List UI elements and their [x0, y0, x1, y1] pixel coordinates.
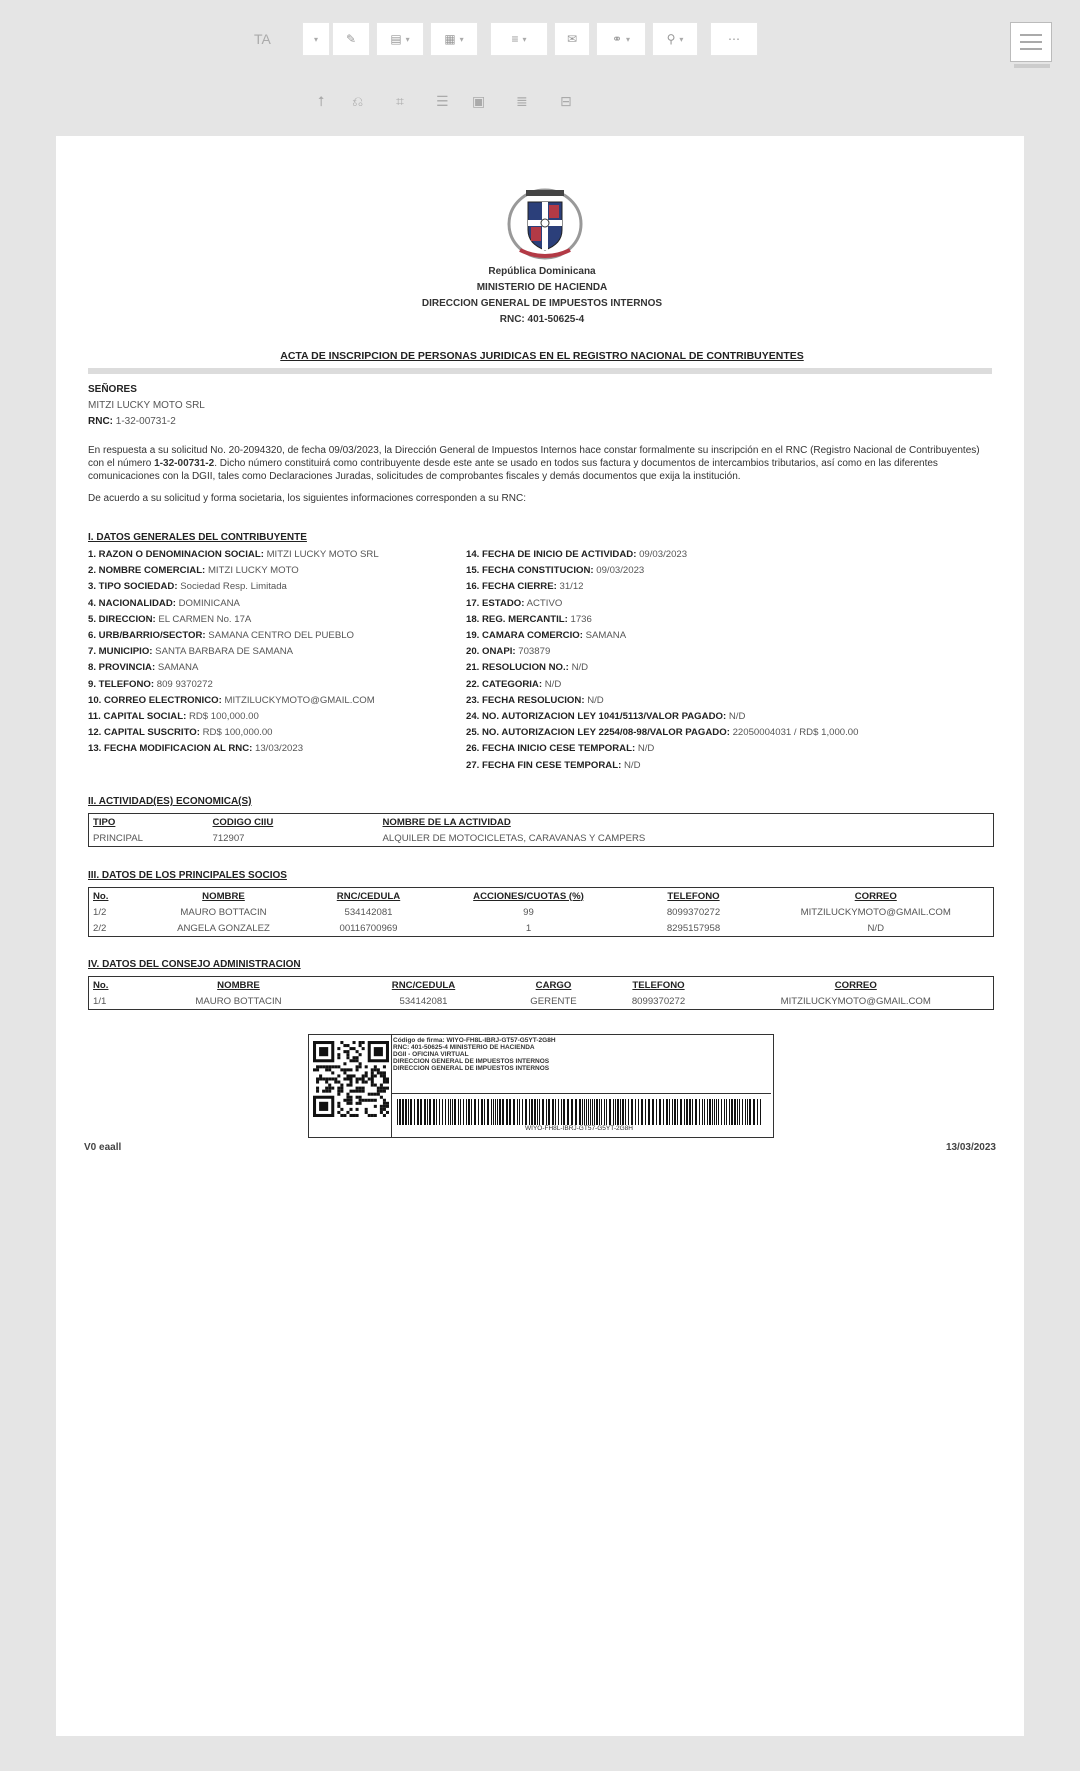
field-value: 809 9370272	[156, 678, 213, 690]
intro-rnc: 1-32-00731-2	[154, 458, 215, 469]
table-cell: 1	[525, 922, 532, 934]
table-cell: 712907	[212, 832, 245, 844]
table-cell: 8295157958	[666, 922, 721, 934]
field-label: 18. REG. MERCANTIL:	[466, 613, 568, 625]
field-row	[88, 596, 468, 612]
table-cell: MAURO BOTTACIN	[180, 906, 267, 918]
field-value: SAMANA	[157, 662, 199, 674]
edit-toolbar	[0, 84, 1080, 118]
agency-name: DIRECCION GENERAL DE IMPUESTOS INTERNOS	[421, 298, 663, 309]
field-row	[466, 758, 1006, 774]
country-name: República Dominicana	[488, 266, 596, 277]
list-button[interactable]	[436, 88, 449, 114]
table-cell: 1/1	[93, 995, 107, 1007]
field-label: 2. NOMBRE COMERCIAL:	[88, 565, 206, 577]
field-row	[466, 596, 1006, 612]
column-header: NOMBRE DE LA ACTIVIDAD	[382, 816, 511, 828]
table-header-row	[89, 977, 994, 994]
field-value: MITZILUCKYMOTO@GMAIL.COM	[224, 694, 375, 706]
menu-indicator	[1014, 64, 1050, 68]
field-row	[88, 693, 468, 709]
field-label: 27. FECHA FIN CESE TEMPORAL:	[466, 759, 622, 771]
rnc-label: RNC:	[88, 416, 113, 427]
field-label: 14. FECHA DE INICIO DE ACTIVIDAD:	[466, 549, 637, 560]
document-page	[56, 136, 1024, 1736]
field-label: 5. DIRECCION:	[88, 613, 156, 625]
field-value: N/D	[623, 759, 641, 771]
info-paragraph: De acuerdo a su solicitud y forma societaria, los siguientes informaciones corresponden a su RNC:	[88, 493, 526, 504]
field-row	[88, 628, 468, 644]
field-row	[88, 547, 468, 563]
signer-office: DGII - OFICINA VIRTUAL	[393, 1051, 469, 1058]
field-value: DOMINICANA	[178, 597, 240, 609]
frame-button[interactable]	[472, 88, 485, 114]
addressee-label: SEÑORES	[88, 384, 137, 395]
column-header: TELEFONO	[632, 979, 685, 991]
field-row	[88, 612, 468, 628]
crop-icon: ⌗	[396, 92, 404, 109]
column-header: TELEFONO	[667, 890, 720, 902]
field-row	[466, 709, 1006, 725]
field-value: RD$ 100,000.00	[202, 727, 273, 739]
table-cell: N/D	[867, 922, 885, 934]
sign-icon: ≣	[516, 92, 528, 109]
field-value: 1736	[570, 613, 592, 625]
field-row	[466, 563, 1006, 579]
field-value: N/D	[587, 694, 604, 706]
barcode-id: WIYO-FH8L-IBRJ-GT57-G5YT-2G8H	[525, 1125, 633, 1132]
field-label: 11. CAPITAL SOCIAL:	[88, 711, 187, 723]
field-row	[88, 579, 468, 595]
table-cell: 1/2	[93, 906, 107, 918]
verification-text	[393, 1037, 769, 1072]
verification-divider	[391, 1035, 392, 1137]
column-header: NOMBRE	[202, 890, 245, 902]
qr-code-icon	[313, 1041, 389, 1117]
hamburger-menu-button[interactable]	[1010, 22, 1052, 62]
chevron-down-icon: ▾	[313, 34, 318, 44]
table-cell: 99	[523, 906, 534, 918]
field-label: 16. FECHA CIERRE:	[466, 581, 557, 593]
chevron-down-icon: ▾	[522, 34, 527, 44]
verification-box	[308, 1034, 774, 1138]
field-value: RD$ 100,000.00	[188, 711, 259, 723]
field-row	[466, 677, 1006, 693]
field-row	[88, 660, 468, 676]
field-row	[466, 741, 1006, 757]
column-header: CORREO	[854, 890, 897, 902]
field-label: 10. CORREO ELECTRONICO:	[88, 694, 222, 706]
insert-text-button[interactable]	[318, 88, 325, 114]
stamp-icon: ⚲	[666, 32, 676, 46]
intro-text-b: . Dicho número constituirá como contribuyente desde este ante se usado en todos sus factura y documentos de intercambios tributarios, así como en las diferentes comunicaciones con la DGII, tales como Declaraciones Juradas, solicitudes de comprobantes fiscales y demás documentos que exija la institución.	[88, 458, 938, 482]
column-header: RNC/CEDULA	[336, 890, 401, 902]
coat-of-arms-icon	[506, 180, 584, 262]
cursor-icon: ⭡	[318, 92, 325, 109]
table-cell: 534142081	[399, 995, 448, 1007]
table-cell: 00116700969	[339, 922, 398, 934]
field-value: SANTA BARBARA DE SAMANA	[155, 646, 294, 658]
table-cell: 8099370272	[666, 906, 721, 918]
field-value: 703879	[518, 646, 551, 658]
field-value: 13/03/2023	[255, 743, 304, 755]
footer-date: 13/03/2023	[945, 1142, 996, 1153]
field-value: Sociedad Resp. Limitada	[180, 581, 287, 593]
field-row	[88, 677, 468, 693]
field-label: 13. FECHA MODIFICACION AL RNC:	[88, 743, 253, 755]
column-header: ACCIONES/CUOTAS (%)	[473, 890, 584, 902]
field-value: 09/03/2023	[596, 565, 645, 577]
intro-paragraph	[88, 444, 994, 483]
field-value: N/D	[544, 678, 562, 690]
board-table	[88, 976, 994, 1010]
field-label: 12. CAPITAL SUSCRITO:	[88, 727, 200, 739]
field-row	[88, 725, 468, 741]
field-row	[466, 725, 1006, 741]
table-header-row	[89, 888, 994, 905]
field-row	[88, 644, 468, 660]
field-label: 8. PROVINCIA:	[88, 662, 156, 674]
list-icon: ☰	[436, 92, 449, 109]
column-header: CORREO	[834, 979, 877, 991]
document-title: ACTA DE INSCRIPCION DE PERSONAS JURIDICAS EN EL REGISTRO NACIONAL DE CONTRIBUYENTES	[280, 350, 804, 362]
section-activities: II. ACTIVIDAD(ES) ECONOMICA(S)	[88, 796, 252, 807]
field-value: 22050004031 / RD$ 1,000.00	[732, 727, 859, 739]
table-cell: MITZILUCKYMOTO@GMAIL.COM	[800, 906, 951, 918]
table-cell: MAURO BOTTACIN	[195, 995, 282, 1007]
table-cell: ANGELA GONZALEZ	[177, 922, 270, 934]
field-label: 20. ONAPI:	[466, 646, 516, 658]
addressee-name: MITZI LUCKY MOTO SRL	[88, 400, 205, 411]
field-label: 1. RAZON O DENOMINACION SOCIAL:	[88, 549, 264, 560]
activities-table	[88, 813, 994, 847]
comment-button[interactable]	[554, 22, 590, 56]
chevron-down-icon: ▾	[459, 34, 464, 44]
signer-agency: DIRECCION GENERAL DE IMPUESTOS INTERNOS	[393, 1058, 550, 1065]
table-cell: ALQUILER DE MOTOCICLETAS, CARAVANAS Y CAMPERS	[382, 832, 646, 844]
column-header: No.	[93, 890, 109, 902]
image-button[interactable]	[430, 22, 478, 56]
field-label: 21. RESOLUCION NO.:	[466, 662, 569, 674]
field-row	[466, 693, 1006, 709]
table-cell: GERENTE	[530, 995, 577, 1007]
field-label: 15. FECHA CONSTITUCION:	[466, 565, 594, 577]
general-fields-right	[466, 547, 1006, 774]
column-header: RNC/CEDULA	[391, 979, 456, 991]
table-row	[89, 993, 994, 1010]
field-label: 9. TELEFONO:	[88, 678, 155, 690]
highlight-button[interactable]	[302, 22, 330, 56]
section-board: IV. DATOS DEL CONSEJO ADMINISTRACION	[88, 959, 301, 970]
pen-icon: ✎	[345, 32, 357, 46]
section-general-data: I. DATOS GENERALES DEL CONTRIBUYENTE	[88, 532, 307, 543]
stamp-button[interactable]	[652, 22, 698, 56]
field-row	[88, 709, 468, 725]
table-cell: MITZILUCKYMOTO@GMAIL.COM	[780, 995, 931, 1007]
align-icon: ≡	[511, 32, 519, 46]
field-row	[88, 563, 468, 579]
chevron-down-icon: ▾	[405, 34, 410, 44]
field-value: SAMANA	[585, 630, 627, 642]
table-row	[89, 904, 994, 920]
text-size-icon: TA	[254, 31, 271, 47]
shape-icon: ▤	[390, 32, 402, 46]
field-icon: ⊟	[560, 92, 572, 109]
shape-button[interactable]	[376, 22, 424, 56]
section-partners: III. DATOS DE LOS PRINCIPALES SOCIOS	[88, 870, 287, 881]
agency-rnc: RNC: 401-50625-4	[499, 314, 585, 325]
table-cell: 2/2	[93, 922, 107, 934]
field-label: 17. ESTADO:	[466, 597, 525, 609]
field-row	[466, 644, 1006, 660]
signature-code: Código de firma: WIYO-FH8L-IBRJ-GT57-G5YT-2G8H	[393, 1037, 556, 1044]
field-row	[88, 741, 468, 757]
undo-icon: ⎌	[352, 92, 364, 109]
field-label: 26. FECHA INICIO CESE TEMPORAL:	[466, 743, 636, 755]
field-value: MITZI LUCKY MOTO	[207, 565, 299, 577]
barcode-icon	[395, 1099, 763, 1125]
text-size-button[interactable]	[254, 26, 271, 52]
field-value: EL CARMEN No. 17A	[158, 613, 252, 625]
table-cell: PRINCIPAL	[93, 832, 143, 844]
table-cell: 8099370272	[631, 995, 686, 1007]
link-button[interactable]	[596, 22, 646, 56]
sign-button[interactable]	[516, 88, 528, 114]
field-row	[466, 579, 1006, 595]
link-icon: ⚭	[611, 32, 623, 46]
signer-agency-2: DIRECCION GENERAL DE IMPUESTOS INTERNOS	[393, 1065, 550, 1072]
table-row	[89, 830, 994, 847]
column-header: NOMBRE	[217, 979, 260, 991]
table-cell: 534142081	[344, 906, 393, 918]
field-value: N/D	[571, 662, 589, 674]
more-button[interactable]	[710, 22, 758, 56]
field-label: 23. FECHA RESOLUCION:	[466, 694, 585, 706]
frame-icon: ▣	[472, 92, 486, 109]
intro-text-a: En respuesta a su solicitud No. 20-2094320, de fecha 09/03/2023, la Dirección General de Impuestos Internos hace constar formalmente su inscripción en el RNC (Registro Nacional de Contribuyentes) con el número	[88, 445, 980, 469]
field-row	[466, 612, 1006, 628]
field-value: ACTIVO	[526, 597, 563, 609]
crop-button[interactable]	[396, 88, 404, 114]
column-header: CODIGO CIIU	[212, 816, 274, 828]
column-header: No.	[93, 979, 109, 991]
field-row	[466, 660, 1006, 676]
ministry-name: MINISTERIO DE HACIENDA	[476, 282, 608, 293]
addressee-block	[88, 382, 205, 430]
column-header: TIPO	[93, 816, 116, 828]
more-icon: ⋯	[728, 32, 740, 46]
general-fields-left	[88, 547, 468, 758]
field-value: 31/12	[559, 581, 584, 593]
chevron-down-icon: ▾	[679, 34, 684, 44]
rnc-value: 1-32-00731-2	[115, 416, 176, 427]
partners-table	[88, 887, 994, 937]
chevron-down-icon: ▾	[626, 34, 631, 44]
draw-button[interactable]	[332, 22, 370, 56]
field-label: 19. CAMARA COMERCIO:	[466, 630, 583, 642]
undo-button[interactable]	[352, 88, 363, 114]
field-label: 22. CATEGORIA:	[466, 678, 543, 690]
field-row	[466, 628, 1006, 644]
field-label: 7. MUNICIPIO:	[88, 646, 153, 658]
signer-rnc: RNC: 401-50625-4 MINISTERIO DE HACIENDA	[393, 1044, 535, 1051]
field-value: SAMANA CENTRO DEL PUEBLO	[208, 630, 355, 642]
title-divider	[88, 368, 992, 374]
align-button[interactable]	[490, 22, 548, 56]
addressee-rnc	[88, 414, 205, 430]
document-header	[88, 264, 996, 328]
field-label: 4. NACIONALIDAD:	[88, 597, 176, 609]
table-row	[89, 920, 994, 937]
table-header-row	[89, 814, 994, 831]
field-value: MITZI LUCKY MOTO SRL	[266, 549, 379, 560]
image-icon: ▦	[444, 32, 456, 46]
column-header: CARGO	[535, 979, 572, 991]
menu-icon	[1020, 34, 1042, 36]
verification-hdivider	[391, 1093, 771, 1094]
field-value: 09/03/2023	[639, 549, 688, 560]
footer-version: V0 eaall	[84, 1142, 122, 1153]
field-row	[466, 547, 1006, 563]
field-label: 25. NO. AUTORIZACION LEY 2254/08-98/VALOR PAGADO:	[466, 727, 730, 739]
comment-icon: ✉	[566, 32, 578, 46]
annotation-toolbar	[0, 22, 1080, 56]
field-value: N/D	[728, 711, 746, 723]
field-button[interactable]	[560, 88, 572, 114]
field-label: 24. NO. AUTORIZACION LEY 1041/5113/VALOR PAGADO:	[466, 711, 727, 723]
field-label: 6. URB/BARRIO/SECTOR:	[88, 630, 206, 642]
field-value: N/D	[637, 743, 655, 755]
field-label: 3. TIPO SOCIEDAD:	[88, 581, 178, 593]
